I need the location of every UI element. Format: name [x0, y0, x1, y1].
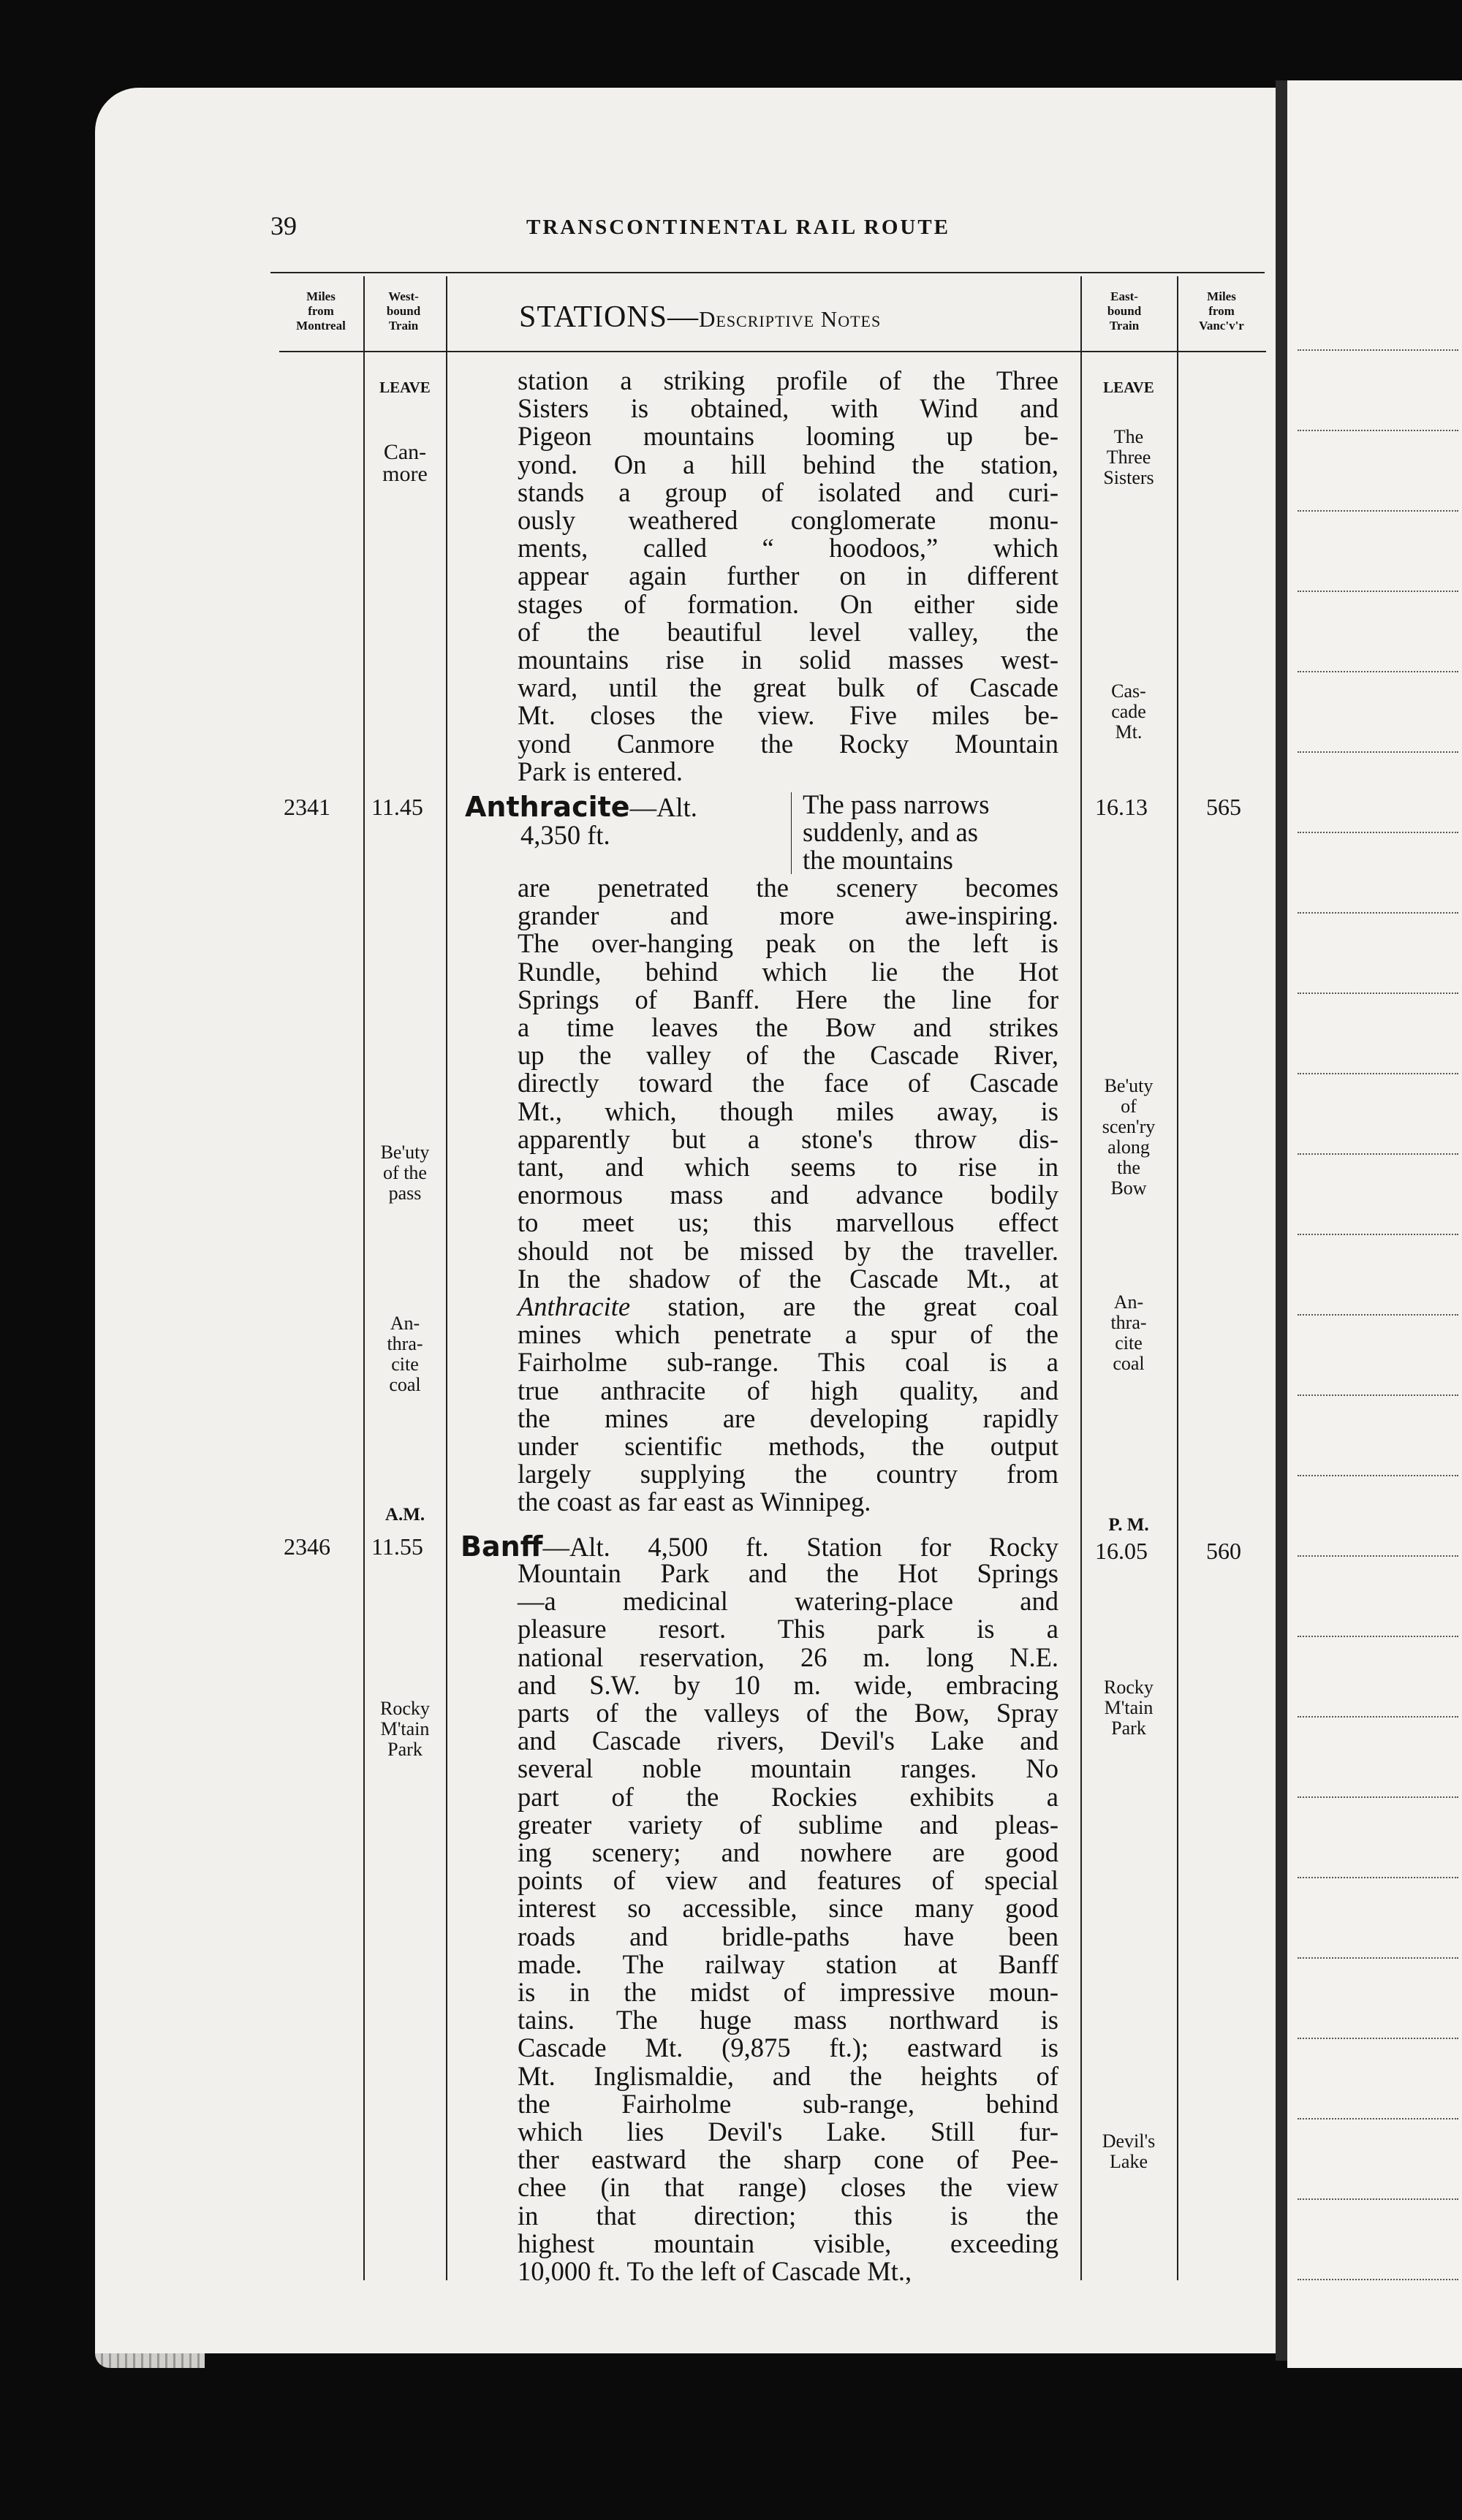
- col-head-miles-vancouver: Miles from Vanc'v'r: [1199, 289, 1244, 333]
- east-note-rocky: Rocky M'tain Park: [1104, 1677, 1154, 1739]
- banff-eastbound-time: 16.05: [1095, 1538, 1148, 1564]
- east-note-devils-lake: Devil's Lake: [1102, 2130, 1156, 2172]
- facing-page-rule: [1298, 430, 1458, 431]
- east-note-anthracite: An- thra- cite coal: [1110, 1291, 1147, 1374]
- facing-page-rule: [1298, 832, 1458, 833]
- banff-heading: Banff—Alt. 4,500 ft. Station for Rocky: [461, 1530, 1058, 1563]
- facing-page-rule: [1298, 1716, 1458, 1718]
- facing-page-rule: [1298, 349, 1458, 351]
- facing-page-rule: [1298, 671, 1458, 672]
- col-head-westbound: West- bound Train: [386, 289, 421, 333]
- banff-description: Mountain Park and the Hot Springs —a medicinal watering-place and pleasure resort. This park is a national reservation, 26 m. long N.E. and S.W. by 10 m. wide, embracing parts of the valleys of the Bow, Spray and Cascade rivers, Devil's Lake and several noble mountain ranges. No part of the Rockies exhibits a greater variety of sublime and pleas- ing scenery; and nowhere are good points of view and features of special interest so accessible, since many good roads and bridle-paths have been made. The railway station at Banff is in the midst of impressive moun- tains. The huge mass northward is Cascade Mt. (9,875 ft.); eastward is Mt. Inglismaldie, and the heights of the Fairholme sub-range, behind which lies Devil's Lake. Still fur- ther eastward the sharp cone of Pee- chee (in that range) closes the view in that direction; this is the highest mountain visible, exceeding 10,000 ft. To the left of Cascade Mt.,: [518, 1558, 1058, 2287]
- banff-westbound-time: 11.55: [371, 1533, 423, 1560]
- anthracite-miles-vancouver: 565: [1206, 794, 1241, 820]
- west-note-beauty: Be'uty of the pass: [380, 1142, 430, 1204]
- facing-page: [1287, 80, 1462, 2368]
- east-leave-label: LEAVE: [1103, 379, 1154, 396]
- west-note-rocky: Rocky M'tain Park: [380, 1698, 430, 1760]
- east-note-cascade: Cas- cade Mt.: [1111, 680, 1146, 743]
- anthracite-side-divider: [791, 792, 792, 874]
- header-rule: [270, 272, 1265, 273]
- column-divider: [1080, 276, 1082, 2280]
- facing-page-rule: [1298, 1073, 1458, 1074]
- facing-page-rule: [1298, 1394, 1458, 1396]
- west-note-anthracite: An- thra- cite coal: [387, 1313, 423, 1395]
- anthracite-italic-line: Anthracite station, are the great coal: [518, 1291, 1058, 1322]
- anthracite-side-note: The pass narrows suddenly, and as the mountains: [803, 789, 990, 876]
- banff-miles-vancouver: 560: [1206, 1538, 1241, 1564]
- facing-page-rule: [1298, 1234, 1458, 1235]
- canmore-description: station a striking profile of the Three Sisters is obtained, with Wind and Pigeon mountains looming up be- yond. On a hill behind the station, stands a group of isolated and curi- ously weathered conglomerate monu- ments, called “ hoodoos,” which appear again further on in different stages of formation. On either side of the beautiful level valley, the mountains rise in solid masses west- ward, until the great bulk of Cascade Mt. closes the view. Five miles be- yond Canmore the Rocky Mountain Park is entered.: [518, 365, 1058, 786]
- banff-miles-montreal: 2346: [284, 1533, 330, 1560]
- facing-page-rule: [1298, 1957, 1458, 1959]
- facing-page-rule: [1298, 2198, 1458, 2200]
- col-head-eastbound: East- bound Train: [1107, 289, 1142, 333]
- anthracite-description: are penetrated the scenery becomes grander and more awe-inspiring. The over-hanging peak on the left is Rundle, behind which lie the Hot Springs of Banff. Here the line for a time leaves the Bow and strikes up the valley of the Cascade River, directly toward the face of Cascade Mt., which, though miles away, is apparently but a stone's throw dis- tant, and which seems to rise in enormous mass and advance bodily to meet us; this marvellous effect should not be missed by the traveller. In the shadow of the Cascade Mt., at Anthracite station, are the great coal mines which penetrate a spur of the Fairholme sub-range. This coal is a true anthracite of high quality, and the mines are developing rapidly under scientific methods, the output largely supplying the country from the coast as far east as Winnipeg.: [518, 873, 1058, 1517]
- facing-page-rule: [1298, 1636, 1458, 1637]
- east-note-three-sisters: The Three Sisters: [1103, 426, 1154, 488]
- book-gutter: [1276, 80, 1287, 2361]
- anthracite-heading: Anthracite—Alt.: [465, 791, 697, 823]
- facing-page-rule: [1298, 1796, 1458, 1798]
- column-head-rule: [279, 351, 1266, 352]
- facing-page-rule: [1298, 2038, 1458, 2039]
- facing-page-rule: [1298, 993, 1458, 994]
- facing-page-rule: [1298, 2118, 1458, 2119]
- running-head: TRANSCONTINENTAL RAIL ROUTE: [526, 216, 951, 239]
- facing-page-rule: [1298, 751, 1458, 753]
- west-am-label: A.M.: [385, 1505, 425, 1525]
- anthracite-miles-montreal: 2341: [284, 794, 330, 820]
- column-divider: [1177, 276, 1178, 2280]
- west-note-canmore: Can- more: [382, 440, 428, 486]
- station-name-anthracite: Anthracite: [465, 791, 630, 823]
- col-head-miles-montreal: Miles from Montreal: [296, 289, 346, 333]
- east-note-beauty: Be'uty of scen'ry along the Bow: [1102, 1075, 1156, 1199]
- facing-page-rule: [1298, 1555, 1458, 1557]
- station-name-banff: Banff: [461, 1530, 543, 1563]
- facing-page-rule: [1298, 1475, 1458, 1476]
- column-divider: [363, 276, 365, 2280]
- anthracite-eastbound-time: 16.13: [1095, 794, 1148, 820]
- east-pm-label: P. M.: [1108, 1515, 1149, 1535]
- facing-page-rule: [1298, 591, 1458, 592]
- page-number: 39: [270, 211, 297, 240]
- facing-page-rule: [1298, 912, 1458, 914]
- facing-page-rule: [1298, 2279, 1458, 2280]
- col-head-stations: STATIONS—Descriptive Notes: [519, 300, 882, 334]
- anthracite-westbound-time: 11.45: [371, 794, 423, 820]
- facing-page-rule: [1298, 510, 1458, 512]
- column-divider: [446, 276, 447, 2280]
- anthracite-altitude: 4,350 ft.: [520, 820, 610, 850]
- facing-page-rule: [1298, 1877, 1458, 1878]
- west-leave-label: LEAVE: [379, 379, 431, 396]
- facing-page-rule: [1298, 1153, 1458, 1155]
- facing-page-rule: [1298, 1314, 1458, 1316]
